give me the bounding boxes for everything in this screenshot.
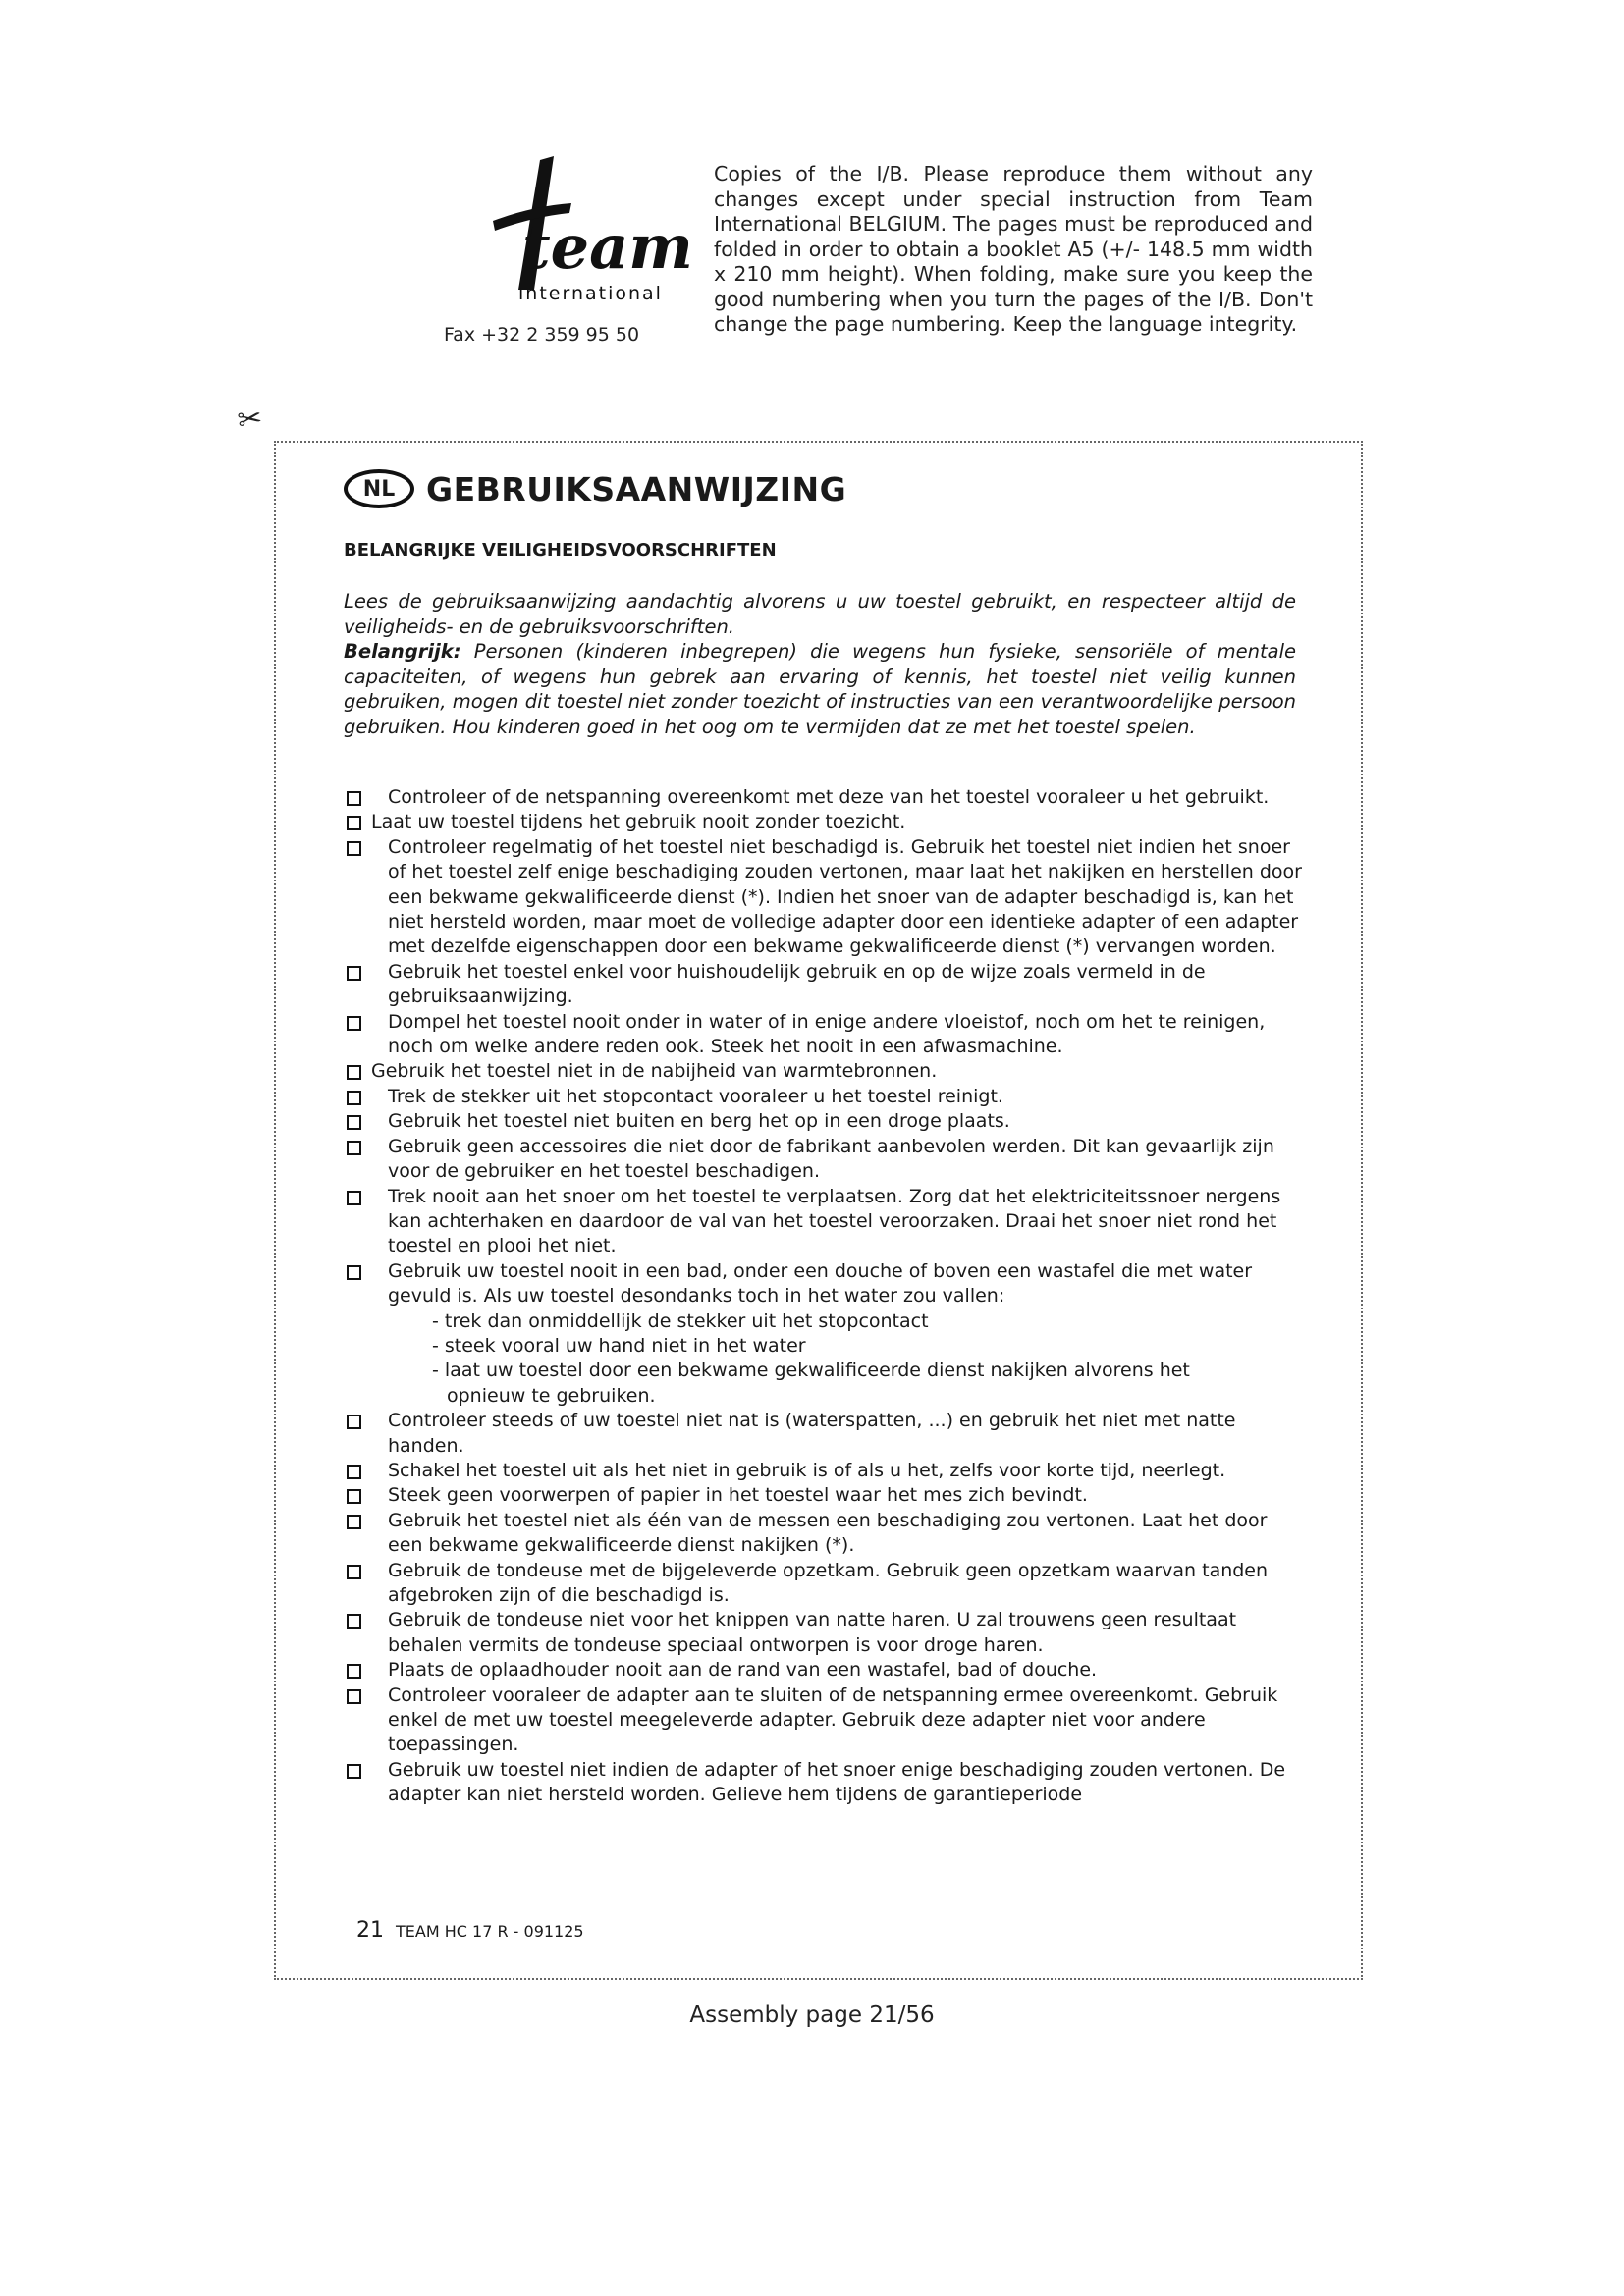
checkbox-bullet-icon — [347, 841, 361, 856]
list-item: Gebruik uw toestel niet indien de adapter of het snoer enige beschadiging zouden vertonen. De adapter kan niet hersteld worden. Gelieve hem tijdens de garantieperiode — [342, 1758, 1304, 1808]
checkbox-bullet-icon — [347, 1191, 361, 1205]
checkbox-bullet-icon — [347, 816, 361, 830]
sub-item: - laat uw toestel door een bekwame gekwalificeerde dienst nakijken alvorens het — [432, 1360, 1190, 1382]
checkbox-bullet-icon — [347, 1415, 361, 1429]
important-text: Personen (kinderen inbegrepen) die wegens hun fysieke, sensoriële of mentale capaciteiten, of wegens hun gebrek aan ervaring of kennis, het toestel niet veilig kunnen gebruiken, mogen dit toestel niet zonder toezicht of instructies van een verantwoordelijke persoon gebruiken. Hou kinderen goed in het oog om te vermijden dat ze met het toestel spelen. — [344, 640, 1296, 738]
list-item: Gebruik het toestel enkel voor huishoudelijk gebruik en op de wijze zoals vermeld in de gebruiksaanwijzing. — [342, 960, 1304, 1010]
checkbox-bullet-icon — [347, 1091, 361, 1105]
list-item: Steek geen voorwerpen of papier in het toestel waar het mes zich bevindt. — [342, 1483, 1304, 1508]
fax-number: Fax +32 2 359 95 50 — [444, 324, 640, 346]
checkbox-bullet-icon — [347, 1515, 361, 1529]
language-badge: NL — [344, 469, 414, 508]
checkbox-bullet-icon — [347, 1764, 361, 1779]
assembly-page-label: Assembly page 21/56 — [689, 2002, 935, 2028]
page-title — [344, 469, 846, 508]
safety-instructions-list — [342, 785, 1304, 1808]
list-item: Controleer vooraleer de adapter aan te sluiten of de netspanning ermee overeenkomt. Gebruik enkel de met uw toestel meegeleverde adapter. Gebruik deze adapter niet voor andere toepassingen. — [342, 1683, 1304, 1758]
checkbox-bullet-icon — [347, 1265, 361, 1280]
scissors-icon: ✂ — [235, 400, 265, 439]
checkbox-bullet-icon — [347, 1016, 361, 1031]
list-item: Gebruik het toestel niet in de nabijheid van warmtebronnen. — [342, 1059, 1304, 1084]
logo-subtext: international — [518, 283, 663, 304]
intro-line: Lees de gebruiksaanwijzing aandachtig alvorens u uw toestel gebruikt, en respecteer altijd de veiligheids- en de gebruiksvoorschriften. — [344, 590, 1296, 638]
list-item: Dompel het toestel nooit onder in water of in enige andere vloeistof, noch om het te reinigen, noch om welke andere reden ook. Steek het nooit in een afwasmachine. — [342, 1010, 1304, 1060]
important-label: Belangrijk: — [344, 640, 461, 663]
checkbox-bullet-icon — [347, 1489, 361, 1504]
checkbox-bullet-icon — [347, 1115, 361, 1130]
list-item: Controleer of de netspanning overeenkomt met deze van het toestel vooraleer u het gebruikt. — [342, 785, 1304, 810]
checkbox-bullet-icon — [347, 791, 361, 806]
team-international-logo — [424, 152, 693, 319]
list-item: Gebruik het toestel niet buiten en berg het op in een droge plaats. — [342, 1109, 1304, 1134]
list-item: Controleer regelmatig of het toestel niet beschadigd is. Gebruik het toestel niet indien het snoer of het toestel zelf enige beschadiging zouden vertonen, maar laat het nakijken en herstellen door een bekwame gekwalificeerde dienst (*). Indien het snoer van de adapter beschadigd is, kan het niet hersteld worden, maar moet de volledige adapter door een identieke adapter of een adapter met dezelfde eigenschappen door een bekwame gekwalificeerde dienst (*) vervangen worden. — [342, 835, 1304, 960]
logo-wordmark: team — [522, 211, 693, 283]
checkbox-bullet-icon — [347, 966, 361, 981]
list-item: Gebruik de tondeuse niet voor het knippen van natte haren. U zal trouwens geen resultaat behalen vermits de tondeuse speciaal ontworpen is voor droge haren. — [342, 1608, 1304, 1658]
page-number: 21 — [356, 1918, 384, 1943]
list-item: Gebruik geen accessoires die niet door de fabrikant aanbevolen werden. Dit kan gevaarlijk zijn voor de gebruiker en het toestel beschadigen. — [342, 1135, 1304, 1185]
checkbox-bullet-icon — [347, 1465, 361, 1479]
list-item: Controleer steeds of uw toestel niet nat is (waterspatten, ...) en gebruik het niet met natte handen. — [342, 1409, 1304, 1459]
list-item: Gebruik het toestel niet als één van de messen een beschadiging zou vertonen. Laat het door een bekwame gekwalificeerde dienst nakijken (*). — [342, 1509, 1304, 1559]
section-heading: BELANGRIJKE VEILIGHEIDSVOORSCHRIFTEN — [344, 540, 777, 561]
list-item: Plaats de oplaadhouder nooit aan de rand van een wastafel, bad of douche. — [342, 1658, 1304, 1682]
intro-paragraph — [344, 589, 1296, 739]
checkbox-bullet-icon — [347, 1565, 361, 1579]
checkbox-bullet-icon — [347, 1614, 361, 1629]
sub-item: opnieuw te gebruiken. — [447, 1384, 656, 1407]
checkbox-bullet-icon — [347, 1141, 361, 1155]
sub-item: - trek dan onmiddellijk de stekker uit het stopcontact — [432, 1309, 929, 1332]
model-code: TEAM HC 17 R - 091125 — [396, 1922, 584, 1941]
list-item: Gebruik uw toestel nooit in een bad, onder een douche of boven een wastafel die met water gevuld is. Als uw toestel desondanks toch in het water zou vallen: - trek dan onmiddellijk de stekker uit het stopcontact - steek vooral uw hand niet in het water - laat uw toestel door een bekwame gekwalificeerde dienst nakijken alvorens het opnieuw te gebruiken. — [342, 1259, 1304, 1409]
checkbox-bullet-icon — [347, 1065, 361, 1080]
list-item: Trek de stekker uit het stopcontact vooraleer u het toestel reinigt. — [342, 1085, 1304, 1109]
manual-title: GEBRUIKSAANWIJZING — [426, 469, 847, 508]
copies-notice: Copies of the I/B. Please reproduce them without any changes except under special instruction from Team International BELGIUM. The pages must be reproduced and folded in order to obtain a booklet A5 (+/- 148.5 mm width x 210 mm height). When folding, make sure you keep the good numbering when you turn the pages of the I/B. Don't change the page numbering. Keep the language integrity. — [714, 162, 1313, 336]
list-item: Gebruik de tondeuse met de bijgeleverde opzetkam. Gebruik geen opzetkam waarvan tanden afgebroken zijn of die beschadigd is. — [342, 1559, 1304, 1609]
list-item: Trek nooit aan het snoer om het toestel te verplaatsen. Zorg dat het elektriciteitssnoer nergens kan achterhaken en daardoor de val van het toestel veroorzaken. Draai het snoer niet rond het toestel en plooi het niet. — [342, 1185, 1304, 1259]
checkbox-bullet-icon — [347, 1689, 361, 1704]
page-footer — [356, 1918, 584, 1943]
list-item: Schakel het toestel uit als het niet in gebruik is of als u het, zelfs voor korte tijd, neerlegt. — [342, 1459, 1304, 1483]
checkbox-bullet-icon — [347, 1664, 361, 1679]
sub-item: - steek vooral uw hand niet in het water — [432, 1334, 806, 1357]
list-item: Laat uw toestel tijdens het gebruik nooit zonder toezicht. — [342, 810, 1304, 834]
